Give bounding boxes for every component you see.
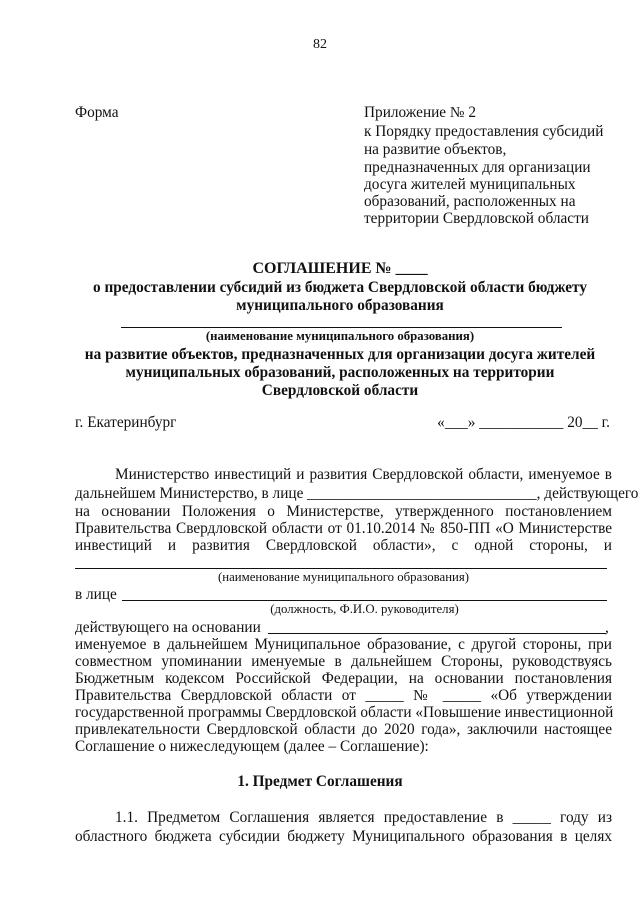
paragraph-line: дальнейшем Министерство, в лице ______________________________, действующего bbox=[75, 485, 639, 502]
paragraph-line: привлекательности Свердловской области до 2020 года», заключили настоящее bbox=[75, 721, 612, 738]
appendix-line: к Порядку предоставления субсидий bbox=[364, 123, 604, 140]
fill-line bbox=[122, 600, 607, 601]
caption-head: (должность, Ф.И.О. руководителя) bbox=[270, 602, 459, 616]
paragraph-line: 1.1. Предметом Соглашения является предоставление в _____ году из bbox=[115, 809, 612, 826]
title-line: о предоставлении субсидий из бюджета Свердловской области бюджету bbox=[93, 279, 587, 296]
title-line: муниципального образования bbox=[236, 297, 444, 314]
paragraph-line: на основании Положения о Министерстве, утвержденного постановлением bbox=[75, 503, 612, 520]
appendix-line: образований, расположенных на bbox=[364, 193, 576, 210]
paragraph-line: Правительства Свердловской области от 01.10.2014 № 850-ПП «О Министерстве bbox=[75, 520, 612, 537]
section-title: 1. Предмет Соглашения bbox=[237, 773, 403, 790]
paragraph-line: Министерство инвестиций и развития Свердловской области, именуемое в bbox=[115, 466, 612, 483]
caption-municipality: (наименование муниципального образования) bbox=[217, 570, 470, 584]
title-caption: (наименование муниципального образования) bbox=[205, 329, 475, 343]
paragraph-line: областного бюджета субсидии бюджету Муниципального образования в целях bbox=[75, 828, 612, 845]
appendix-line: досуга жителей муниципальных bbox=[364, 176, 576, 193]
appendix-line: Приложение № 2 bbox=[364, 104, 476, 121]
paragraph-line: инвестиций и развития Свердловской области», с одной стороны, и bbox=[75, 537, 612, 554]
appendix-line: на развитие объектов, bbox=[364, 141, 507, 158]
appendix-line: предназначенных для организации bbox=[364, 159, 591, 176]
fill-line bbox=[268, 633, 606, 634]
paragraph-line: именуемое в дальнейшем Муниципальное образование, с другой стороны, при bbox=[75, 636, 612, 653]
title-line: на развитие объектов, предназначенных для организации досуга жителей bbox=[84, 346, 596, 363]
title-line: Свердловской области bbox=[261, 382, 419, 399]
paragraph-line: Соглашение о нижеследующем (далее – Соглашение): bbox=[75, 738, 429, 755]
in-person-label: в лице bbox=[75, 586, 117, 603]
title-line: СОГЛАШЕНИЕ № ____ bbox=[252, 260, 428, 277]
fill-line bbox=[121, 327, 562, 328]
comma: , bbox=[605, 619, 609, 636]
acting-label: действующего на основании bbox=[75, 619, 261, 636]
page-number: 82 bbox=[313, 37, 327, 52]
place: г. Екатеринбург bbox=[75, 414, 177, 431]
paragraph-line: Бюджетным кодексом Российской Федерации, на основании постановления bbox=[75, 670, 612, 687]
paragraph-line: Правительства Свердловской области от _____ № _____ «Об утверждении bbox=[75, 687, 612, 704]
paragraph-line: государственной программы Свердловской области «Повышение инвестиционной bbox=[75, 704, 614, 721]
title-line: муниципальных образований, расположенных на территории bbox=[125, 364, 555, 381]
paragraph-line: совместном упоминании именуемые в дальнейшем Стороны, руководствуясь bbox=[75, 653, 612, 670]
appendix-line: территории Свердловской области bbox=[364, 210, 589, 227]
form-label: Форма bbox=[75, 104, 119, 121]
fill-line bbox=[75, 568, 607, 569]
date: «___» ___________ 20__ г. bbox=[437, 414, 610, 431]
